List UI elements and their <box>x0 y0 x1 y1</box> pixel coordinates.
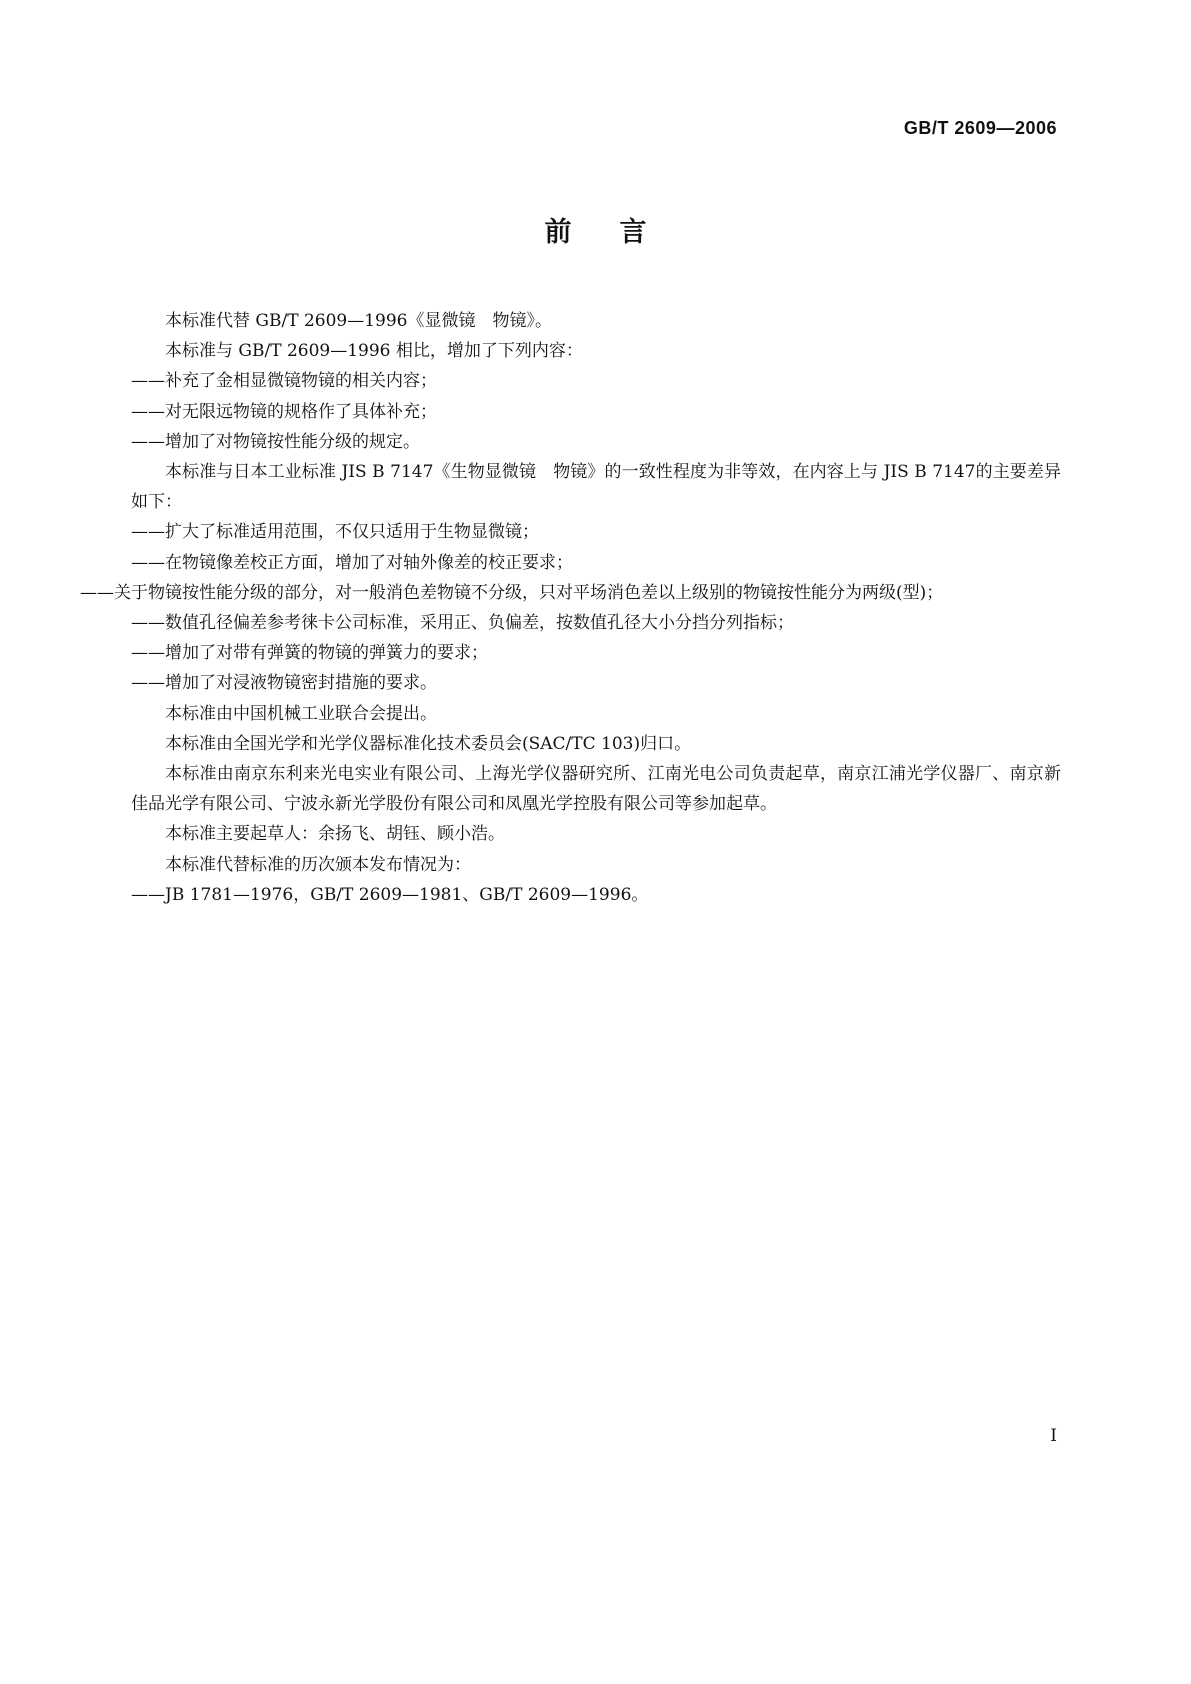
list-item: ——数值孔径偏差参考徕卡公司标准，采用正、负偏差，按数值孔径大小分挡分列指标； <box>131 613 794 634</box>
paragraph: 本标准代替 GB/T 2609—1996《显微镜 物镜》。 <box>165 311 552 331</box>
paragraph: 本标准与日本工业标准 JIS B 7147《生物显微镜 物镜》的一致性程度为非等效，在内容上与 JIS B 7147的主要差异如下： <box>131 462 1061 513</box>
list-item: ——关于物镜按性能分级的部分，对一般消色差物镜不分级，只对平场消色差以上级别的物镜按性能分为两级(型)； <box>80 582 944 603</box>
list-item: ——增加了对物镜按性能分级的规定。 <box>131 431 420 452</box>
paragraph: 本标准主要起草人：余扬飞、胡钰、顾小浩。 <box>165 824 505 845</box>
paragraph: 本标准由中国机械工业联合会提出。 <box>165 703 437 724</box>
page-title: 前言 <box>544 217 695 248</box>
list-item: ——增加了对浸液物镜密封措施的要求。 <box>131 673 437 694</box>
standard-number: GB/T 2609—2006 <box>903 118 1057 138</box>
list-item: ——扩大了标准适用范围，不仅只适用于生物显微镜； <box>131 522 539 543</box>
list-item: ——JB 1781—1976，GB/T 2609—1981、GB/T 2609—1996。 <box>131 884 649 905</box>
paragraph: 本标准由全国光学和光学仪器标准化技术委员会(SAC/TC 103)归口。 <box>165 733 692 754</box>
list-item: ——在物镜像差校正方面，增加了对轴外像差的校正要求； <box>131 552 573 573</box>
foreword-body <box>80 306 1061 910</box>
list-item: ——对无限远物镜的规格作了具体补充； <box>131 401 437 422</box>
list-item: ——增加了对带有弹簧的物镜的弹簧力的要求； <box>131 643 488 664</box>
paragraph: 本标准由南京东利来光电实业有限公司、上海光学仪器研究所、江南光电公司负责起草，南京江浦光学仪器厂、南京新佳品光学有限公司、宁波永新光学股份有限公司和凤凰光学控股有限公司等参加起草。 <box>131 764 1061 815</box>
list-item: ——补充了金相显微镜物镜的相关内容； <box>131 371 437 392</box>
paragraph: 本标准与 GB/T 2609—1996 相比，增加了下列内容： <box>165 341 583 362</box>
page-number: I <box>1050 1426 1057 1446</box>
paragraph: 本标准代替标准的历次颁本发布情况为： <box>165 854 471 875</box>
